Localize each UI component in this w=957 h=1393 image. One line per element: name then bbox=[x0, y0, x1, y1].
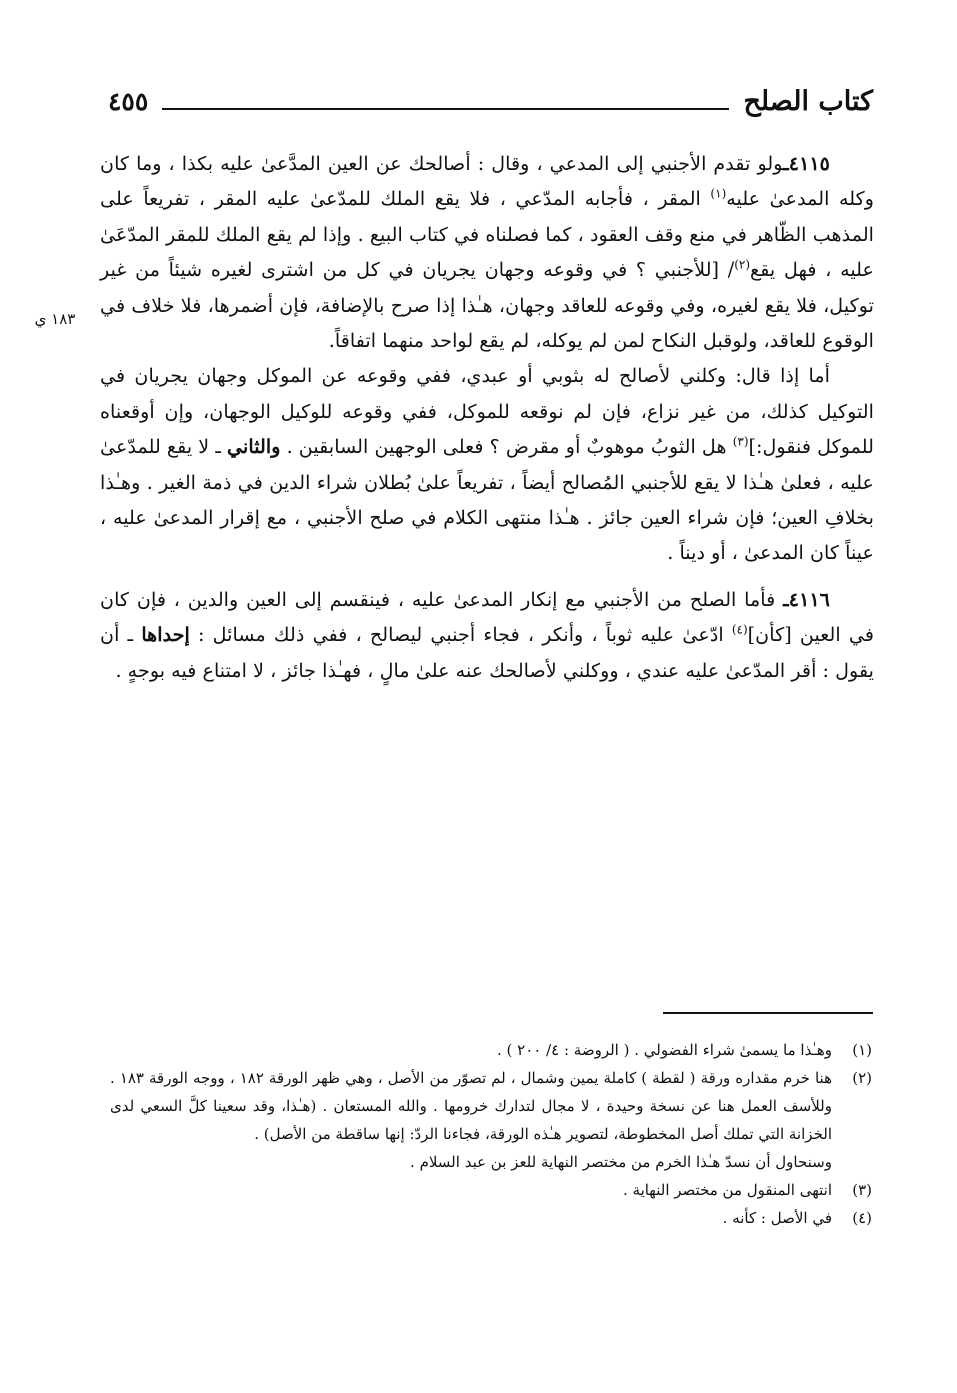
paragraph-text: ـ لا يقع للمدّعىٰ عليه ، فعلىٰ هـٰذا لا يقع للأجنبي المُصالح أيضاً ، تفريعاً علىٰ بُطلان شراء الدين في ذمة الغير . وهـٰذا بخلافِ العين؛ فإن شراء العين جائز . هـٰذا منتهى الكلام في صلح الأجنبي ، مع إقرار المدعىٰ عليه ، عيناً كان المدعىٰ ، أو ديناً . bbox=[100, 435, 874, 565]
paragraph-continuation bbox=[100, 358, 874, 570]
bold-term: والثاني bbox=[227, 435, 281, 459]
footnote-4 bbox=[110, 1204, 872, 1232]
footnote-text: في الأصل : كأنه . bbox=[722, 1209, 832, 1227]
footnote-number: (٢) bbox=[852, 1069, 872, 1087]
page-header bbox=[108, 80, 873, 120]
footnote-ref-4[interactable]: (٤) bbox=[731, 622, 748, 637]
paragraph-text: هل الثوبُ موهوبٌ أو مقرض ؟ فعلى الوجهين السابقين . bbox=[286, 435, 733, 459]
paragraph-text: فأما الصلح من الأجنبي مع إنكار المدعىٰ عليه ، فينقسم إلى العين والدين ، فإن كان في العين [كأن] bbox=[100, 587, 874, 647]
footnote-text bbox=[110, 1064, 832, 1176]
footnote-ref-1[interactable]: (١) bbox=[710, 187, 727, 202]
footnote-number: (٣) bbox=[852, 1181, 872, 1199]
main-text bbox=[100, 146, 874, 688]
footnote-text: وهـٰذا ما يسمىٰ شراء الفضولي . ( الروضة : ٤/ ٢٠٠ ) . bbox=[497, 1041, 832, 1059]
footnote-number: (١) bbox=[852, 1041, 872, 1059]
margin-folio-note: ١٨٣ ي bbox=[34, 310, 76, 328]
footnote-text-part: وسنحاول أن نسدّ هـٰذا الخرم من مختصر النهاية للعز بن عبد السلام . bbox=[410, 1153, 832, 1171]
paragraph-text: / [للأجنبي ؟ في وقوعه وجهان يجريان في كل من اشترى لغيره شيئاً من غير توكيل، فلا يقع لغيره، وفي وقوعه للعاقد وجهان، هـٰذا إذا صرح بالإضافة، فإن أضمرها، فلا خلاف في الوقوع للعاقد، ولوقبل النكاح لمن لم يوكله، لم يقع لواحد منهما اتفاقاً. bbox=[100, 258, 874, 353]
footnotes bbox=[110, 1036, 872, 1232]
footnote-ref-3[interactable]: (٣) bbox=[732, 434, 749, 449]
footnote-text-part: هنا خرم مقداره ورقة ( لقطة ) كاملة يمين وشمال ، لم تصوّر من الأصل ، وهي ظهر الورقة ١٨٢ ، ووجه الورقة ١٨٣ . وللأسف العمل هنا عن نسخة وحيدة ، لا مجال لتدارك خرومها . والله المستعان . (هـٰذا، وقد سعينا كلَّ السعي لدى الخزانة التي تملك أصل المخطوطة، لتصوير هـٰذه الورقة، فجاءنا الردّ: إنها ساقطة من الأصل) . bbox=[110, 1069, 832, 1143]
paragraph-text: ولو تقدم الأجنبي إلى المدعي ، وقال : أصالحك عن العين المدَّعىٰ عليه بكذا ، وما كان وكله المدعىٰ عليه bbox=[100, 152, 874, 211]
paragraph-text: ـ أن يقول : أقر المدّعىٰ عليه عندي ، ووكلني لأصالحك عنه علىٰ مالٍ ، فهـٰذا جائز ، لا امتناع فيه بوجهٍ . bbox=[100, 623, 874, 682]
paragraph-text: المقر ، فأجابه المدّعي ، فلا يقع الملك للمدّعىٰ عليه المقر ، تفريعاً على المذهب الظّاهر في منع وقف العقود ، كما فصلناه في كتاب البيع . وإذا لم يقع الملك للمقر المدّعَىٰ عليه ، فهل يقع bbox=[100, 187, 874, 282]
footnote-1 bbox=[110, 1036, 872, 1064]
footnote-2 bbox=[110, 1064, 872, 1176]
header-rule bbox=[162, 108, 729, 110]
bold-term: إحداها bbox=[141, 623, 190, 647]
paragraph-text: أما إذا قال: وكلني لأصالح له بثوبي أو عبدي، ففي وقوعه عن الموكل وجهان يجريان في التوكيل كذلك، من غير نزاع، فإن لم نوقعه للموكل، ففي وقوعه للوكيل الوجهان، وإن أوقعناه للموكل فنقول:] bbox=[100, 364, 874, 459]
footnote-divider bbox=[663, 1012, 873, 1014]
footnote-ref-2[interactable]: (٢) bbox=[734, 257, 751, 272]
page-number: ٤٥٥ bbox=[108, 87, 149, 116]
footnote-number: (٤) bbox=[852, 1209, 872, 1227]
footnote-text: انتهى المنقول من مختصر النهاية . bbox=[622, 1181, 832, 1199]
paragraph-number: ٤١١٦ـ bbox=[783, 587, 830, 611]
paragraph-4116 bbox=[100, 582, 874, 688]
footnote-3 bbox=[110, 1176, 872, 1204]
paragraph-4115 bbox=[100, 146, 874, 358]
paragraph-number: ٤١١٥ـ bbox=[783, 152, 830, 175]
book-title: كتاب الصلح bbox=[743, 86, 873, 117]
paragraph-text: ادّعىٰ عليه ثوباً ، وأنكر ، فجاء أجنبي ليصالح ، ففي ذلك مسائل : bbox=[189, 623, 732, 647]
